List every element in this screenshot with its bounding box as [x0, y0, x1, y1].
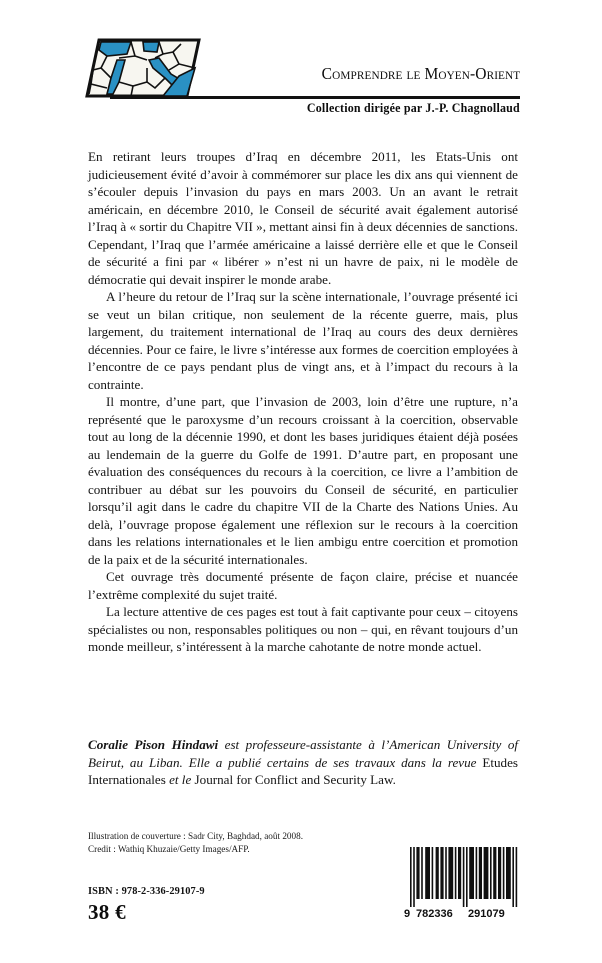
bio-text-1: est professeure-assistante à l’American University of Beirut, au Liban. Elle a publié certains de ses travaux dans la revue [88, 737, 518, 770]
barcode-digit-group-3: 291079 [468, 908, 505, 919]
collection-subtitle: Collection dirigée par J.-P. Chagnollaud [306, 101, 520, 115]
header-divider [110, 96, 520, 99]
price-label: 38 € [88, 900, 126, 924]
journal-name-2: Journal for Conflict and Security Law. [194, 772, 396, 787]
journal-name-1: Etudes Internationales [88, 754, 518, 787]
middle-east-map-logo [85, 38, 201, 100]
collection-header [85, 38, 520, 123]
illustration-credit: Illustration de couverture : Sadr City, Baghdad, août 2008. [88, 831, 304, 841]
photo-credit: Credit : Wathiq Khuzaie/Getty Images/AFP. [88, 843, 250, 854]
cover-credits [88, 830, 388, 855]
blurb-paragraph: La lecture attentive de ces pages est tout à fait captivante pour ceux – citoyens spécialistes ou non, responsables politiques ou non – qui, en rêvant toujours d’un monde meilleur, s’intéressent à la marche cahotante de notre monde actuel. [88, 604, 518, 654]
isbn-label: ISBN : 978-2-336-29107-9 [88, 886, 205, 897]
bio-text-2: et le [165, 772, 195, 787]
blurb-paragraph: En retirant leurs troupes d’Iraq en décembre 2011, les Etats-Unis ont judicieusement évité d’avoir à commémorer sur place les dix ans qui viennent de s’écouler depuis l’invasion du pays en mars 2003. Un an avant le retrait américain, en décembre 2010, le Conseil de sécurité avait également autorisé l’Iraq à « sortir du Chapitre VII », mettant ainsi fin à deux décennies de sanctions. Cependant, l’Iraq que l’armée américaine a laissé derrière elle et que le Conseil de sécurité a fini par « libérer » n’est ni un havre de paix, ni le modèle de démocratie qui devait inspirer le monde arabe. [88, 149, 518, 287]
barcode-digit-group-1: 9 [404, 908, 411, 919]
ean13-barcode [404, 845, 520, 919]
blurb-paragraph: A l’heure du retour de l’Iraq sur la scène internationale, l’ouvrage présenté ici se veut un bilan critique, non seulement de la récente guerre, mais, plus largement, du traitement international de l’Iraq au cours des deux dernières décennies. Pour ce faire, le livre s’intéresse aux formes de coercition employées à l’encontre de ce pays pendant plus de vingt ans, et à l’impact du recours à la contrainte. [88, 289, 518, 392]
blurb-paragraph: Cet ouvrage très documenté présente de façon claire, précise et nuancée l’extrême complexité du sujet traité. [88, 569, 518, 602]
collection-title: Comprendre le Moyen-Orient [321, 64, 520, 83]
blurb-paragraph: Il montre, d’une part, que l’invasion de 2003, loin d’être une rupture, n’a représenté que le paroxysme d’un recours croissant à la coercition, observable tout au long de la décennie 1990, et dont les bases juridiques étaient déjà posées au lendemain de la guerre du Golfe de 1991. D’autre part, en proposant une évaluation des conséquences du recours à la coercition, ce livre a l’ambition de contribuer au débat sur les pouvoirs du Conseil de sécurité, en particulier lorsqu’il agit dans le cadre du chapitre VII de la Charte des Nations Unies. Au delà, l’ouvrage propose également une réflexion sur le recours à la coercition dans les relations internationales et le lien ambigu entre coercition et promotion de la paix et de la sécurité internationales. [88, 394, 518, 567]
author-name: Coralie Pison Hindawi [88, 737, 219, 752]
barcode-digit-group-2: 782336 [416, 908, 453, 919]
author-bio [88, 736, 518, 789]
blurb-text [88, 148, 518, 656]
